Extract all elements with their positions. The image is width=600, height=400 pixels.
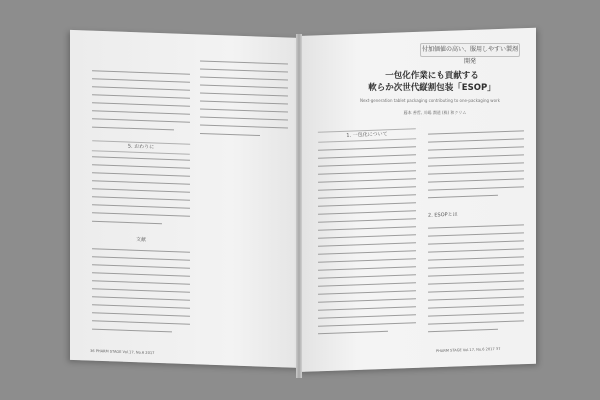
references-heading: 文献 — [135, 236, 147, 244]
right-page-footer: PHARM STAGE Vol.17, No.6 2017 37 — [435, 346, 501, 354]
english-title: Next-generation tablet packaging contributing to one-packaging work — [360, 98, 500, 103]
author-line: 藤本 善哲, 川嶋 潤道 (株) 和クリム — [403, 110, 467, 115]
section-2-heading: 2. ESOPとは — [427, 211, 458, 219]
title-line-2: 軟らか次世代縦割包装「ESOP」 — [368, 83, 496, 93]
section-closing-heading: 5. おわりに — [92, 140, 190, 154]
left-page-footer: 36 PHARM STAGE Vol.17, No.6 2017 — [89, 348, 155, 356]
subtitle-badge: 付加価値の高い、服用しやすい製剤開発 — [420, 43, 520, 57]
title-line-1: 一包化作業にも貢献する — [385, 71, 479, 81]
section-1-heading: 1. 一包化について — [318, 128, 416, 142]
book-spine — [296, 34, 302, 378]
article-title — [352, 70, 512, 94]
